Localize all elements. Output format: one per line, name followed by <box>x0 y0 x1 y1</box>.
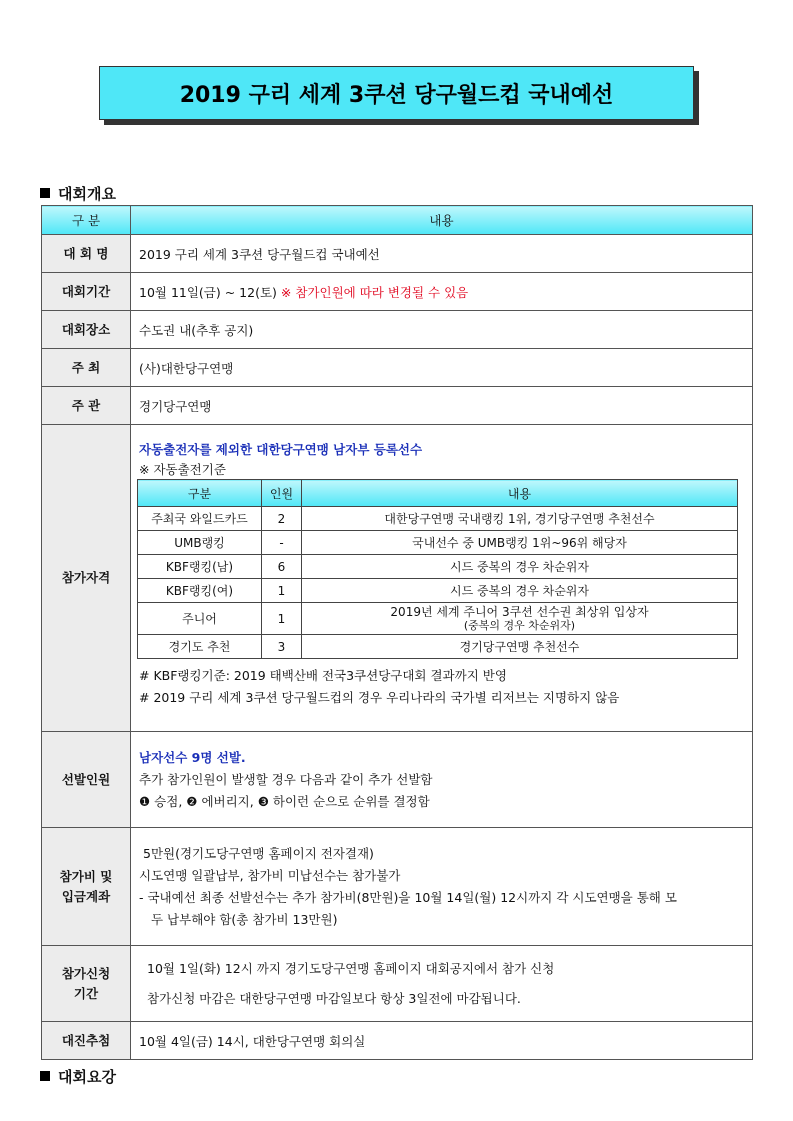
sub-table-row <box>138 507 738 531</box>
row-label <box>42 828 131 946</box>
row-label-line: 참가비 및 <box>59 868 113 884</box>
sub-table-row <box>138 531 738 555</box>
row-label-line: 기간 <box>73 985 99 1001</box>
square-bullet-icon <box>40 1071 50 1081</box>
selection-line: ❶ 승점, ❷ 에버리지, ❸ 하이런 순으로 순위를 결정함 <box>139 793 430 809</box>
selection-headline: 남자선수 9명 선발. <box>139 749 246 765</box>
sub-count: - <box>262 531 302 555</box>
sub-count: 3 <box>262 635 302 659</box>
page-title: 2019 구리 세계 3쿠션 당구월드컵 국내예선 <box>99 66 694 120</box>
sub-type: 주니어 <box>138 603 262 635</box>
sub-desc: 대한당구연맹 국내랭킹 1위, 경기당구연맹 추천선수 <box>302 507 738 531</box>
period-dates: 10월 11일(금) ~ 12(토) <box>139 284 277 300</box>
row-label: 선발인원 <box>42 732 131 828</box>
sub-type: 경기도 추천 <box>138 635 262 659</box>
selection-line: 추가 참가인원이 발생할 경우 다음과 같이 추가 선발함 <box>139 771 433 787</box>
row-label-line: 입금계좌 <box>61 888 111 904</box>
section-heading-text: 대회요강 <box>58 1068 116 1086</box>
fee-line: - 국내예선 최종 선발선수는 추가 참가비(8만원)을 10월 14일(월) 12시까지 각 시도연맹을 통해 모 <box>139 889 677 905</box>
period-note: ※ 참가인원에 따라 변경될 수 있음 <box>280 284 469 300</box>
apply-line: 참가신청 마감은 대한당구연맹 마감일보다 항상 3일전에 마감됩니다. <box>147 990 521 1006</box>
sub-desc: 시드 중복의 경우 차순위자 <box>302 555 738 579</box>
square-bullet-icon <box>40 188 50 198</box>
sub-count: 6 <box>262 555 302 579</box>
sub-header-type: 구분 <box>138 480 262 507</box>
fee-line: 시도연맹 일괄납부, 참가비 미납선수는 참가불가 <box>139 867 401 883</box>
row-value: 2019 구리 세계 3쿠션 당구월드컵 국내예선 <box>131 235 753 273</box>
auto-entry-table <box>137 479 738 659</box>
auto-entry-heading: ※ 자동출전기준 <box>139 462 226 477</box>
table-row <box>42 349 753 387</box>
row-label: 대회장소 <box>42 311 131 349</box>
section-heading-overview <box>40 183 116 204</box>
sub-table-row <box>138 555 738 579</box>
sub-desc: 시드 중복의 경우 차순위자 <box>302 579 738 603</box>
sub-desc-main: 2019년 세계 주니어 3쿠션 선수권 최상위 입상자 <box>390 605 649 619</box>
row-value: 10월 4일(금) 14시, 대한당구연맹 회의실 <box>131 1022 753 1060</box>
row-label: 참가자격 <box>42 425 131 732</box>
sub-type: KBF랭킹(여) <box>138 579 262 603</box>
row-label-line: 참가신청 <box>61 965 111 981</box>
row-value <box>131 273 753 311</box>
row-value: 수도권 내(추후 공지) <box>131 311 753 349</box>
sub-table-row <box>138 635 738 659</box>
sub-type: 주최국 와일드카드 <box>138 507 262 531</box>
table-row <box>42 235 753 273</box>
row-value <box>131 946 753 1022</box>
sub-desc-note: (중복의 경우 차순위자) <box>463 619 576 632</box>
eligibility-note: # KBF랭킹기준: 2019 태백산배 전국3쿠션당구대회 결과까지 반영 <box>139 668 507 683</box>
sub-type: KBF랭킹(남) <box>138 555 262 579</box>
sub-count: 2 <box>262 507 302 531</box>
row-label: 대회기간 <box>42 273 131 311</box>
sub-table-row <box>138 603 738 635</box>
sub-header-desc: 내용 <box>302 480 738 507</box>
eligibility-content <box>131 425 753 732</box>
sub-table-row <box>138 579 738 603</box>
fee-line: 5만원(경기도당구연맹 홈페이지 전자결재) <box>143 845 374 861</box>
row-label <box>42 946 131 1022</box>
table-header-row <box>42 206 753 235</box>
table-row <box>42 311 753 349</box>
sub-count: 1 <box>262 603 302 635</box>
row-label: 대 회 명 <box>42 235 131 273</box>
sub-type: UMB랭킹 <box>138 531 262 555</box>
sub-desc: 경기당구연맹 추천선수 <box>302 635 738 659</box>
row-label: 대진추첨 <box>42 1022 131 1060</box>
overview-table <box>41 205 753 1060</box>
row-label: 주 관 <box>42 387 131 425</box>
sub-header-count: 인원 <box>262 480 302 507</box>
table-row <box>42 387 753 425</box>
eligibility-note: # 2019 구리 세계 3쿠션 당구월드컵의 경우 우리나라의 국가별 리저브는 지명하지 않음 <box>139 690 620 705</box>
sub-desc <box>302 603 738 635</box>
sub-desc: 국내선수 중 UMB랭킹 1위~96위 해당자 <box>302 531 738 555</box>
table-row <box>42 273 753 311</box>
sub-count: 1 <box>262 579 302 603</box>
header-category: 구 분 <box>42 206 131 235</box>
section-heading-details <box>40 1066 116 1087</box>
section-heading-text: 대회개요 <box>58 185 116 203</box>
fee-line: 두 납부해야 함(총 참가비 13만원) <box>151 911 338 927</box>
row-value <box>131 828 753 946</box>
row-value <box>131 732 753 828</box>
table-row <box>42 732 753 828</box>
row-value: (사)대한당구연맹 <box>131 349 753 387</box>
table-row <box>42 1022 753 1060</box>
table-row <box>42 425 753 732</box>
table-row <box>42 828 753 946</box>
table-row <box>42 946 753 1022</box>
eligibility-headline: 자동출전자를 제외한 대한당구연맹 남자부 등록선수 <box>139 442 423 457</box>
row-label: 주 최 <box>42 349 131 387</box>
header-content: 내용 <box>131 206 753 235</box>
apply-line: 10월 1일(화) 12시 까지 경기도당구연맹 홈페이지 대회공지에서 참가 신청 <box>147 960 555 976</box>
row-value: 경기당구연맹 <box>131 387 753 425</box>
